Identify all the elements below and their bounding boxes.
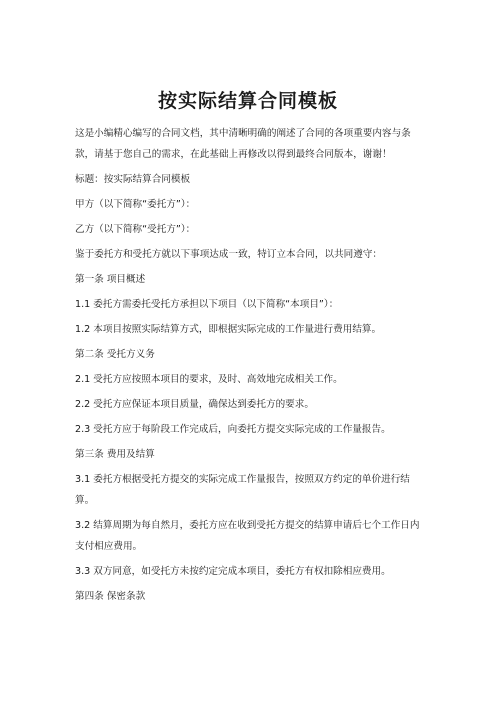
document-title: 按实际结算合同模板 <box>157 90 338 112</box>
party-a-line: 甲方（以下简称“委托方”）： <box>75 199 196 210</box>
article-4-heading: 第四条 保密条款 <box>75 591 146 602</box>
article-2-heading: 第二条 受托方义务 <box>75 349 155 360</box>
clause-3-3: 3.3 双方同意，如受托方未按约定完成本项目，委托方有权扣除相应费用。 <box>75 566 391 577</box>
article-1-heading: 第一条 项目概述 <box>75 274 146 285</box>
subtitle-line: 标题：按实际结算合同模板 <box>75 174 191 185</box>
clause-2-3: 2.3 受托方应于每阶段工作完成后，向委托方提交实际完成的工作量报告。 <box>75 424 391 435</box>
clause-2-2: 2.2 受托方应保证本项目质量，确保达到委托方的要求。 <box>75 399 314 410</box>
clause-3-2: 3.2 结算周期为每自然月，委托方应在收到受托方提交的结算申请后七个工作日内支付相应费用。 <box>75 520 420 552</box>
document-body <box>75 123 427 611</box>
party-b-line: 乙方（以下简称“受托方”）： <box>75 224 196 235</box>
intro-paragraph: 这是小编精心编写的合同文档，其中清晰明确的阐述了合同的各项重要内容与条款，请基于您自己的需求，在此基础上再修改以得到最终合同版本，谢谢！ <box>75 128 411 160</box>
clause-1-2: 1.2 本项目按照实际结算方式，即根据实际完成的工作量进行费用结算。 <box>75 324 382 335</box>
clause-2-1: 2.1 受托方应按照本项目的要求，及时、高效地完成相关工作。 <box>75 374 343 385</box>
article-3-heading: 第三条 费用及结算 <box>75 449 155 460</box>
clause-1-1: 1.1 委托方需委托受托方承担以下项目（以下简称“本项目”）： <box>75 299 339 310</box>
preamble-paragraph: 鉴于委托方和受托方就以下事项达成一致，特订立本合同，以共同遵守： <box>75 249 382 260</box>
clause-3-1: 3.1 委托方根据受托方提交的实际完成工作量报告，按照双方约定的单价进行结算。 <box>75 474 410 506</box>
